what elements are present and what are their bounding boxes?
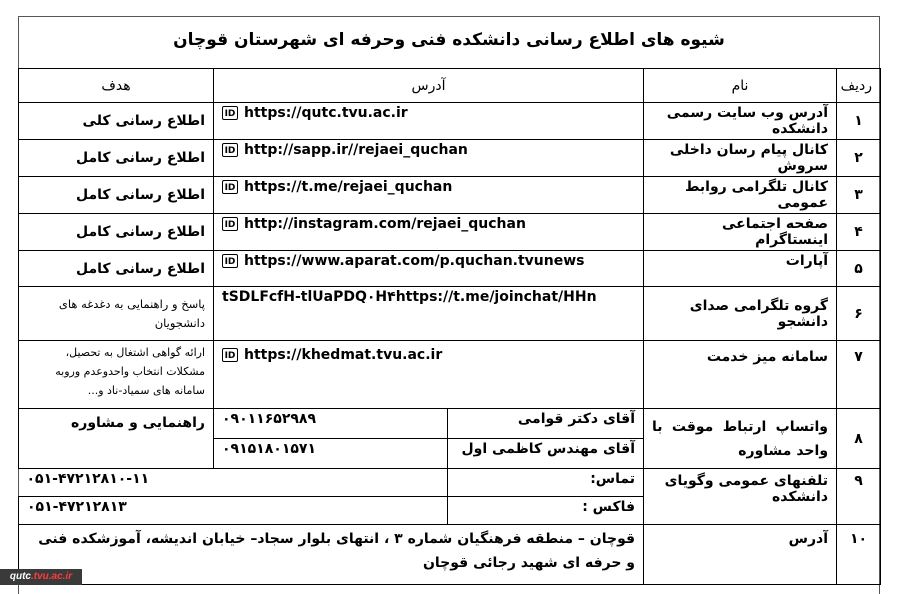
watermark-prefix: qutc: [9, 571, 31, 582]
row-address[interactable]: [214, 177, 644, 214]
table-row: [19, 469, 881, 497]
row-goal: پاسخ و راهنمایی به دغدغه های دانشجویان: [19, 287, 214, 341]
id-icon: ID: [222, 143, 238, 157]
row-number: ۷: [837, 341, 881, 409]
row-address[interactable]: [214, 103, 644, 140]
header-row: [19, 69, 881, 103]
phone-value[interactable]: ۰۵۱-۴۷۲۱۲۸۱۰-۱۱: [19, 469, 448, 497]
contact-person: آقای مهندس کاظمی اول: [448, 439, 644, 469]
address-link[interactable]: https://khedmat.tvu.ac.ir: [244, 347, 443, 363]
row-address[interactable]: tSDLFcfH-tlUaPDQ۰H۴https://t.me/joinchat/HHn: [214, 287, 644, 341]
table-row: [19, 525, 881, 585]
row-number: ۱۰: [837, 525, 881, 585]
row-number: ۱: [837, 103, 881, 140]
table-row: [19, 214, 881, 251]
table-row: [19, 409, 881, 439]
address-link[interactable]: https://www.aparat.com/p.quchan.tvunews: [244, 253, 585, 269]
id-icon: ID: [222, 106, 238, 120]
watermark-accent: .tvu.ac.ir: [30, 571, 73, 582]
row-number: ۹: [837, 469, 881, 525]
row-name: واتساپ ارتباط موقت با واحد مشاوره: [644, 409, 837, 469]
address-text: قوچان – منطقه فرهنگیان شماره ۳ ، انتهای بلوار سجاد– خیابان اندیشه، آموزشکده فنی و حرفه ای شهید رجائی قوچان: [19, 525, 644, 585]
site-watermark: [0, 569, 82, 585]
header-name: نام: [644, 69, 837, 103]
row-goal: اطلاع رسانی کامل: [19, 177, 214, 214]
info-table: [18, 68, 881, 585]
row-number: ۸: [837, 409, 881, 469]
table-row: [19, 287, 881, 341]
id-icon: ID: [222, 348, 238, 362]
contact-phone[interactable]: ۰۹۰۱۱۶۵۲۹۸۹: [214, 409, 448, 439]
table-row: [19, 103, 881, 140]
row-name: کانال پیام رسان داخلی سروش: [644, 140, 837, 177]
table-row: [19, 341, 881, 409]
row-number: ۶: [837, 287, 881, 341]
table-row: [19, 140, 881, 177]
row-address[interactable]: [214, 214, 644, 251]
contact-phone[interactable]: ۰۹۱۵۱۸۰۱۵۷۱: [214, 439, 448, 469]
row-address[interactable]: [214, 140, 644, 177]
row-goal: ارائه گواهی اشتغال به تحصیل، مشکلات انتخاب واحدوعدم وروبه سامانه های سمیاد-ناد و...: [19, 341, 214, 409]
row-name: کانال تلگرامی روابط عمومی: [644, 177, 837, 214]
contact-person: آقای دکتر قوامی: [448, 409, 644, 439]
row-address[interactable]: [214, 251, 644, 287]
phone-label: تماس:: [448, 469, 644, 497]
address-link[interactable]: http://sapp.ir//rejaei_quchan: [244, 142, 468, 158]
row-name: آدرس وب سایت رسمی دانشکده: [644, 103, 837, 140]
id-icon: ID: [222, 217, 238, 231]
row-goal: اطلاع رسانی کلی: [19, 103, 214, 140]
address-link[interactable]: https://t.me/rejaei_quchan: [244, 179, 453, 195]
row-goal: اطلاع رسانی کامل: [19, 214, 214, 251]
row-name: صفحه اجتماعی اینستاگرام: [644, 214, 837, 251]
row-name: گروه تلگرامی صدای دانشجو: [644, 287, 837, 341]
fax-label: فاکس :: [448, 497, 644, 525]
page-title: شیوه های اطلاع رسانی دانشکده فنی وحرفه ای شهرستان قوچان: [173, 30, 725, 50]
row-name: آدرس: [644, 525, 837, 585]
row-goal: اطلاع رسانی کامل: [19, 251, 214, 287]
row-number: ۴: [837, 214, 881, 251]
id-icon: ID: [222, 254, 238, 268]
table-row: [19, 177, 881, 214]
row-name: آپارات: [644, 251, 837, 287]
header-goal: هدف: [19, 69, 214, 103]
row-name: سامانه میز خدمت: [644, 341, 837, 409]
address-link[interactable]: http://instagram.com/rejaei_quchan: [244, 216, 526, 232]
table-row: [19, 251, 881, 287]
row-number: ۲: [837, 140, 881, 177]
row-number: ۵: [837, 251, 881, 287]
fax-value[interactable]: ۰۵۱-۴۷۲۱۲۸۱۳: [19, 497, 448, 525]
row-goal: اطلاع رسانی کامل: [19, 140, 214, 177]
header-address: آدرس: [214, 69, 644, 103]
id-icon: ID: [222, 180, 238, 194]
row-name: تلفنهای عمومی وگویای دانشکده: [644, 469, 837, 525]
row-goal: راهنمایی و مشاوره: [19, 409, 214, 469]
row-number: ۳: [837, 177, 881, 214]
header-radif: ردیف: [837, 69, 881, 103]
address-link[interactable]: https://qutc.tvu.ac.ir: [244, 105, 408, 121]
row-address[interactable]: [214, 341, 644, 409]
